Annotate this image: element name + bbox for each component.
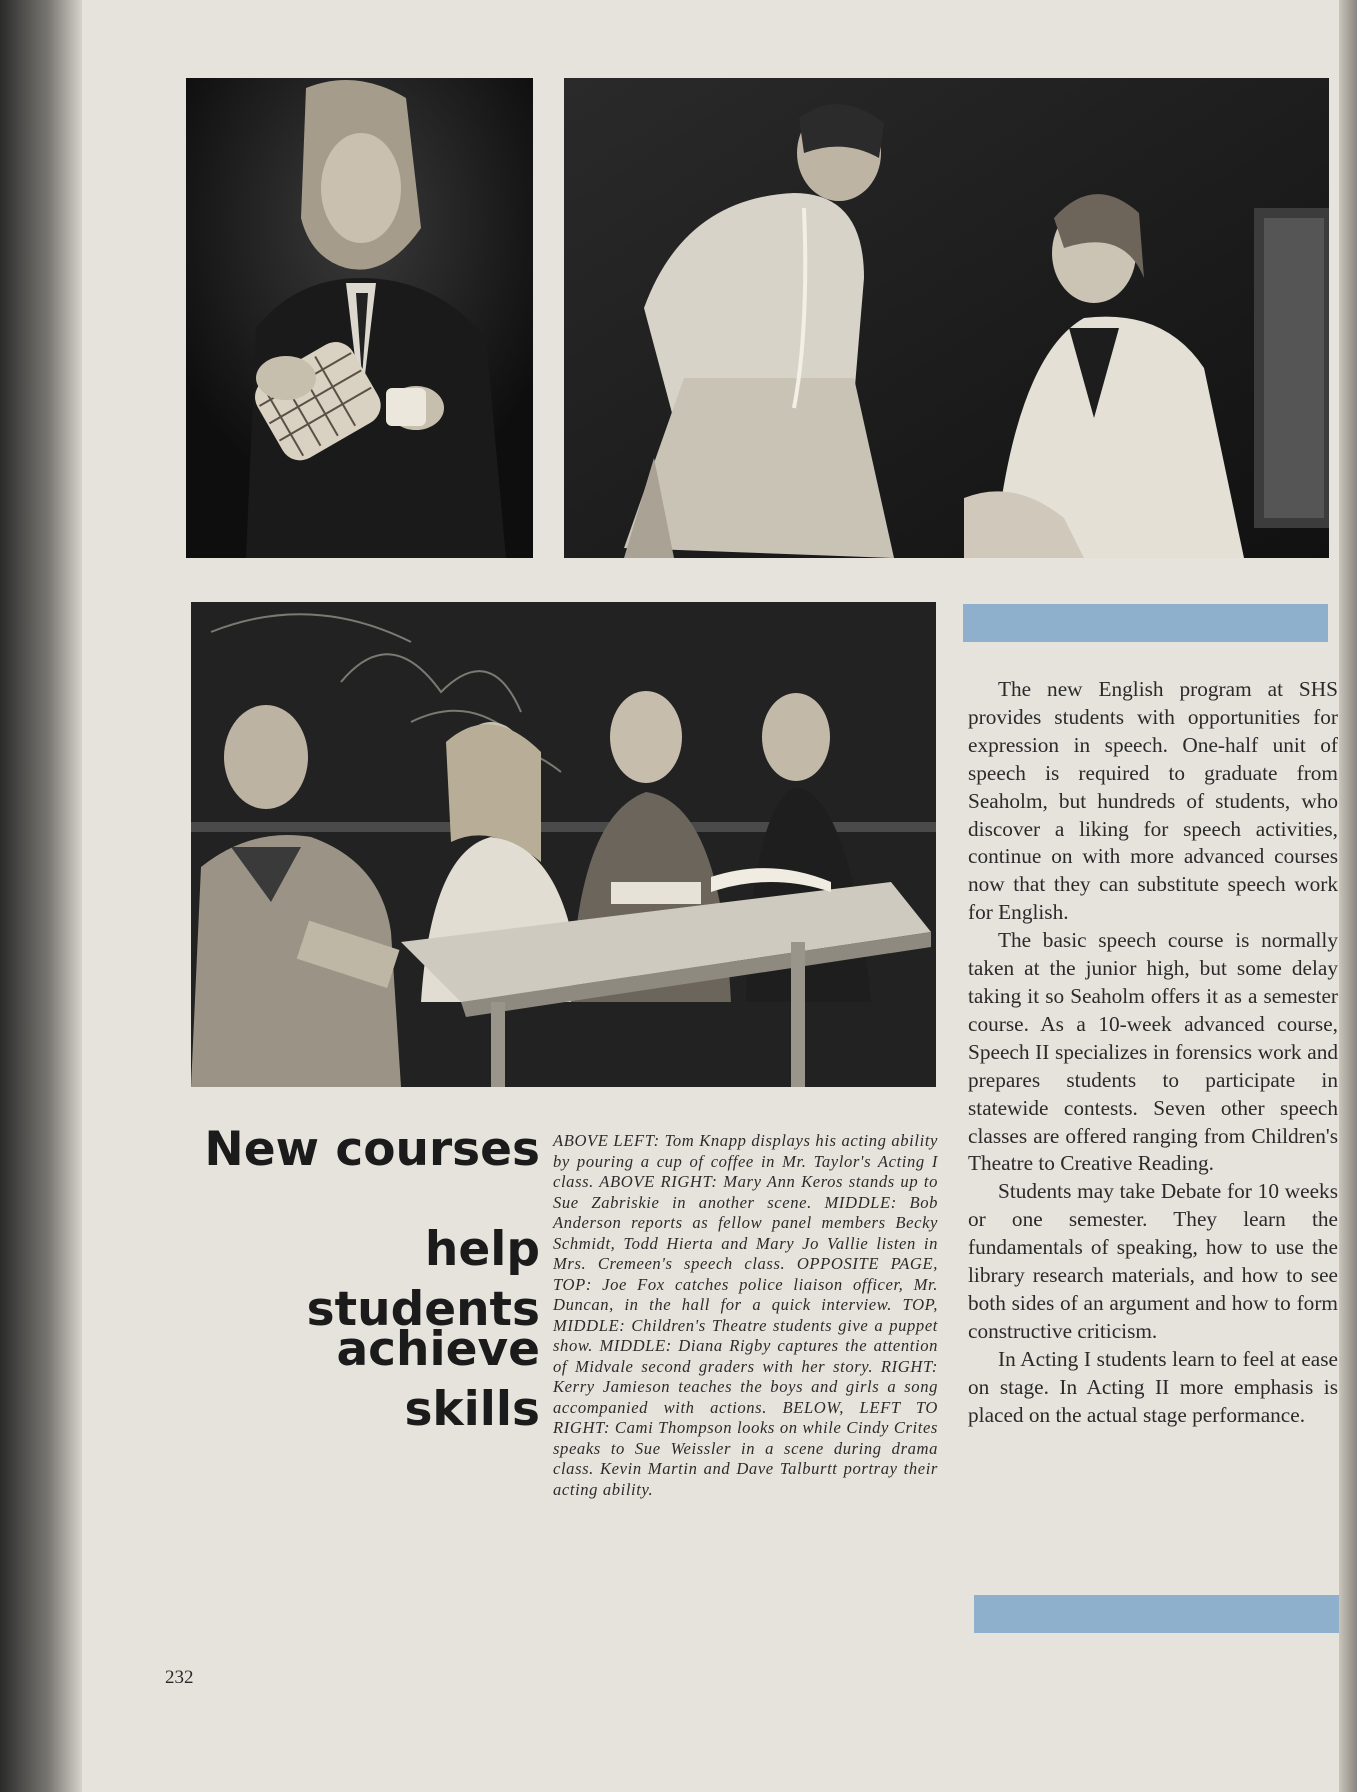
photo-actor-pouring-coffee — [186, 78, 533, 558]
page-gutter-shadow — [0, 0, 82, 1792]
headline-line-1: New courses — [204, 1122, 540, 1177]
photo-caption: ABOVE LEFT: Tom Knapp displays his acting ability by pouring a cup of coffee in Mr. Taylor's Acting I class. ABOVE RIGHT: Mary Ann Keros stands up to Sue Zabriskie in another scene. MIDDLE: Bob Anderson reports as fellow panel members Becky Schmidt, Todd Hierta and Mary Jo Vallie listen in Mrs. Cremeen's speech class. OPPOSITE PAGE, TOP: Joe Fox catches police liaison officer, Mr. Duncan, in the hall for a quick interview. TOP, MIDDLE: Children's Theatre students give a puppet show. MIDDLE: Diana Rigby captures the attention of Midvale second graders with her story. RIGHT: Kerry Jamieson teaches the boys and girls a song accompanied with actions. BELOW, LEFT TO RIGHT: Cami Thompson looks on while Cindy Crites speaks to Sue Weissler in a scene during drama class. Kevin Martin and Dave Talburtt portray their acting ability. — [553, 1131, 938, 1499]
body-paragraph: Students may take Debate for 10 weeks or one semester. They learn the fundamentals of speaking, how to use the library research materials, and how to see both sides of an argument and how to form constructive criticism. — [968, 1179, 1338, 1343]
page-number: 232 — [165, 1667, 194, 1688]
body-paragraph: The basic speech course is normally taken at the junior high, but some delay taking it so Seaholm offers it as a semester course. As a 10-week advanced course, Speech II specializes in forensics work and prepares students to participate in statewide contests. Seven other speech classes are offered ranging from Children's Theatre to Creative Reading. — [968, 928, 1338, 1176]
accent-bar-top — [963, 604, 1328, 642]
page-edge — [1339, 0, 1357, 1792]
photo-acting-scene — [564, 78, 1329, 558]
headline-line-3: achieve skills — [336, 1322, 540, 1437]
headline-line-2: help students — [306, 1222, 540, 1337]
article-body — [968, 676, 1338, 1429]
body-paragraph: In Acting I students learn to feel at ease on stage. In Acting II more emphasis is placed on the actual stage performance. — [968, 1346, 1338, 1427]
photo-speech-class-panel — [191, 602, 936, 1087]
accent-bar-bottom — [974, 1595, 1339, 1633]
page-headline — [200, 1120, 540, 1437]
body-paragraph: The new English program at SHS provides students with opportunities for expression in speech. One-half unit of speech is required to graduate from Seaholm, but hundreds of students, who discover a liking for speech activities, continue on with more advanced courses now that they can substitute speech work for English. — [968, 677, 1338, 925]
